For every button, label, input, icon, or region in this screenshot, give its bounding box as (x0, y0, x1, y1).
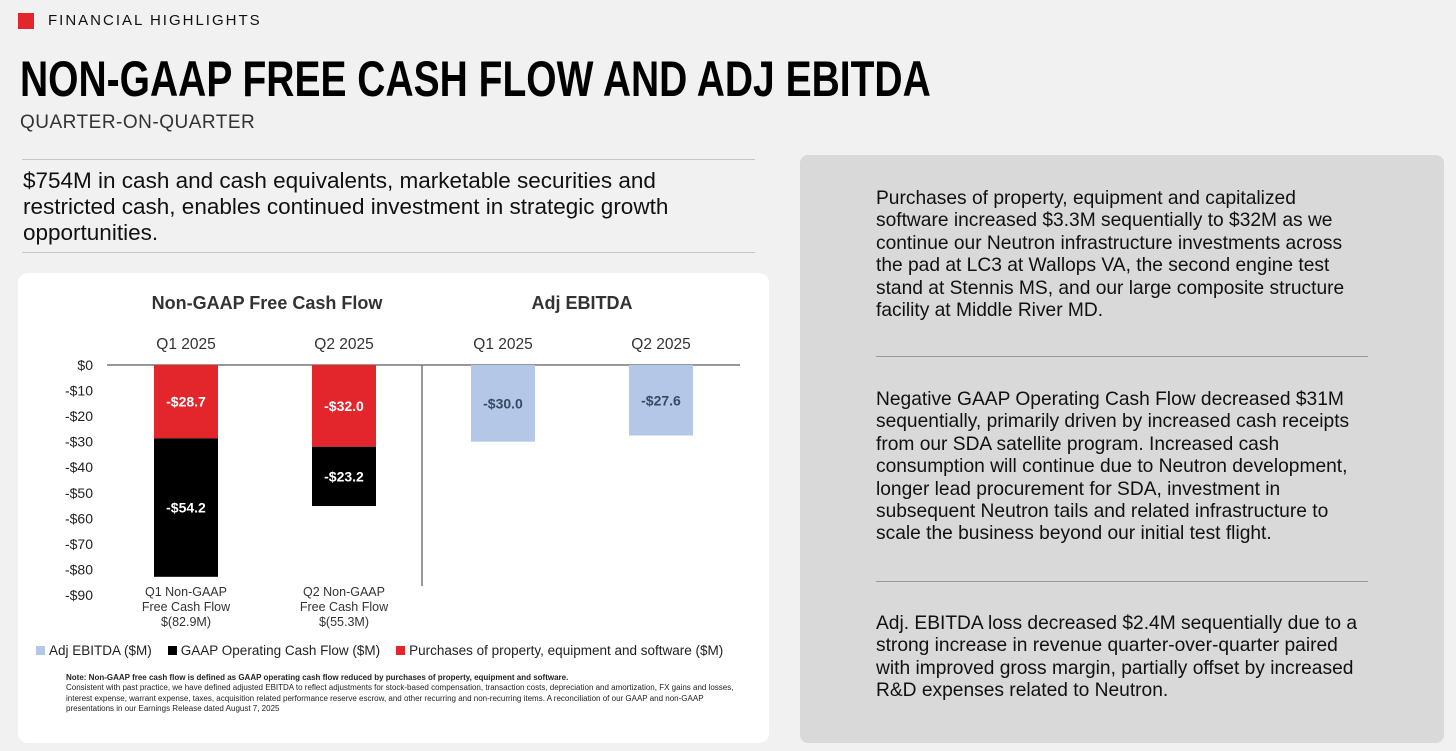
y-tick-label: -$90 (64, 586, 93, 603)
page-title: NON-GAAP FREE CASH FLOW AND ADJ EBITDA (20, 51, 931, 107)
legend-swatch-adj-ebitda (36, 646, 45, 655)
bar-value-label: -$32.0 (324, 397, 364, 414)
y-tick-label: -$70 (64, 535, 93, 552)
chart-group-title: Non-GAAP Free Cash Flow (151, 293, 383, 313)
footnote-text: Consistent with past practice, we have defined adjusted EBITDA to reflect adjustments for stock-based compensation, transaction costs, depreciation and amortization, FX gains and losses, interest expense, warrant expense, taxes, acquisition related performance reserve escrow, and other recurring and non-recurring items. A reconciliation of our GAAP and non-GAAP presentations in our Earnings Release dated August 7, 2025 (66, 683, 734, 713)
section-marker-icon (18, 13, 34, 29)
commentary-panel (800, 155, 1444, 743)
legend-item-gaap-ocf (168, 643, 380, 658)
bar-value-label: -$30.0 (483, 395, 523, 412)
legend-label-adj-ebitda: Adj EBITDA ($M) (49, 643, 152, 658)
chart (18, 273, 769, 633)
commentary-operating-cash-flow: Negative GAAP Operating Cash Flow decreased $31M sequentially, primarily driven by increased cash receipts from our SDA satellite program. Increased cash consumption will continue due to Neutron development, longer lead procurement for SDA, investment in subsequent Neutron tails and related infrastructure to scale the business beyond our initial test flight. (876, 389, 1350, 545)
x-category-label: Q1 2025 (156, 336, 216, 353)
commentary-capex: Purchases of property, equipment and capitalized software increased $3.3M sequentially to $32M as we continue our Neutron infrastructure investments across the pad at LC3 at Wallops VA, the second engine test stand at Stennis MS, and our large composite structure facility at Middle River MD. (876, 188, 1345, 322)
chart-card (18, 273, 769, 743)
commentary-adj-ebitda: Adj. EBITDA loss decreased $2.4M sequentially due to a strong increase in revenue quarter-over-quarter paired with improved gross margin, partially offset by increased R&D expenses related to Neutron. (876, 613, 1358, 702)
legend-item-adj-ebitda (36, 643, 152, 658)
y-tick-label: -$10 (64, 382, 93, 399)
y-tick-label: -$50 (64, 484, 93, 501)
x-category-label: Q2 2025 (631, 336, 691, 353)
y-tick-label: -$80 (64, 561, 93, 578)
legend-label-gaap-ocf: GAAP Operating Cash Flow ($M) (180, 643, 381, 658)
chart-footnote (66, 673, 736, 714)
bar-value-label: -$54.2 (166, 499, 206, 516)
bar-total-annotation: $(82.9M) (160, 615, 212, 629)
section-tag (18, 12, 262, 29)
bar-total-annotation: Q1 Non-GAAP (145, 585, 227, 599)
page-subtitle: QUARTER-ON-QUARTER (20, 112, 256, 133)
commentary-divider-1 (876, 356, 1368, 357)
legend-label-capex: Purchases of property, equipment and software ($M) (409, 643, 724, 658)
headline: $754M in cash and cash equivalents, marketable securities and restricted cash, enables continued investment in strategic growth opportunities. (23, 168, 669, 245)
y-tick-label: -$40 (64, 459, 93, 476)
bar-total-annotation: Free Cash Flow (299, 600, 389, 614)
bar-value-label: -$28.7 (166, 393, 206, 410)
bar-total-annotation: Free Cash Flow (141, 600, 231, 614)
x-category-label: Q1 2025 (473, 336, 533, 353)
y-tick-label: -$30 (64, 433, 93, 450)
section-label: FINANCIAL HIGHLIGHTS (48, 12, 262, 29)
chart-group-title: Adj EBITDA (531, 293, 633, 313)
y-tick-label: -$20 (64, 408, 93, 425)
divider-bottom (22, 252, 755, 253)
y-tick-label: $0 (77, 357, 93, 373)
bar-value-label: -$27.6 (641, 392, 681, 409)
bar-total-annotation: Q2 Non-GAAP (303, 585, 385, 599)
x-category-label: Q2 2025 (314, 336, 374, 353)
divider-top (22, 159, 755, 160)
commentary-divider-2 (876, 581, 1368, 582)
legend-swatch-gaap-ocf (168, 646, 177, 655)
legend-swatch-capex (396, 646, 405, 655)
chart-legend (36, 643, 739, 658)
footnote-bold: Note: Non-GAAP free cash flow is defined as GAAP operating cash flow reduced by purchases of property, equipment and software. (66, 673, 569, 682)
y-tick-label: -$60 (64, 510, 93, 527)
bar-total-annotation: $(55.3M) (318, 615, 370, 629)
legend-item-capex (396, 643, 723, 658)
bar-value-label: -$23.2 (324, 468, 364, 485)
